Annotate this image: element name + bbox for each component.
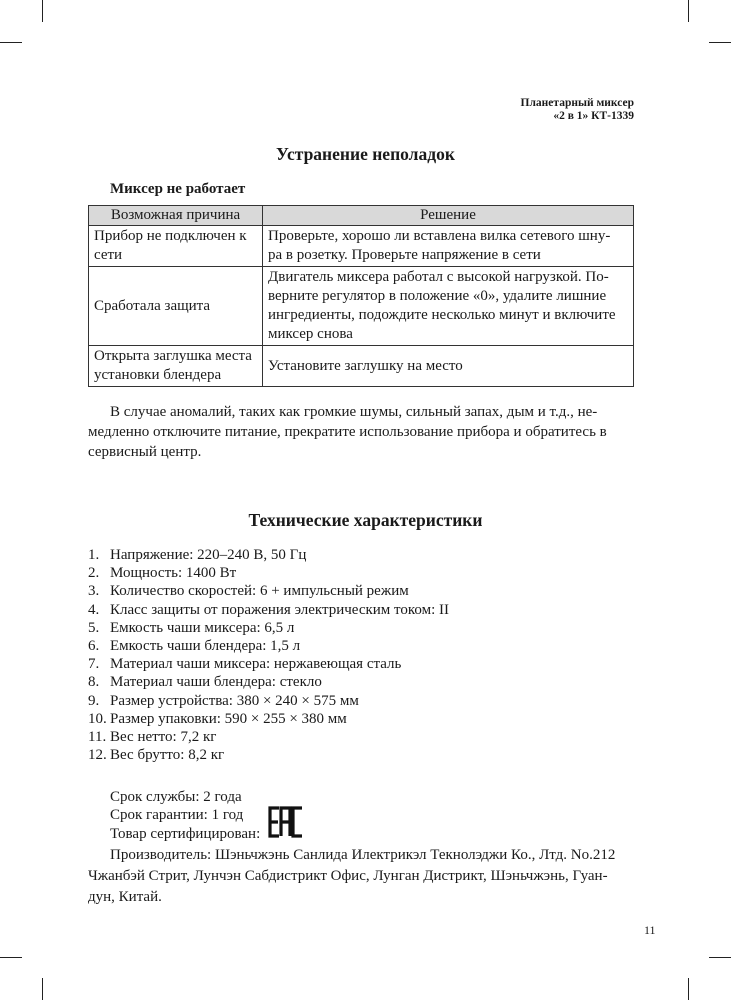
crop-mark xyxy=(0,957,22,958)
troubleshooting-subtitle: Миксер не работает xyxy=(110,181,246,197)
list-item xyxy=(88,546,449,564)
cause-cell xyxy=(89,346,263,387)
item-text: Материал чаши блендера: стекло xyxy=(110,674,322,691)
item-text: Класс защиты от поражения электрическим током: II xyxy=(110,601,450,618)
solution-line: верните регулятор в положение «0», удалите лишние xyxy=(268,288,607,304)
running-header xyxy=(521,97,634,123)
solution-cell xyxy=(263,267,634,346)
cause-cell xyxy=(89,226,263,267)
item-number: 10. xyxy=(88,710,107,727)
item-text: Размер устройства: 380 × 240 × 575 мм xyxy=(110,692,359,709)
solution-line: миксер снова xyxy=(268,326,353,342)
item-text: Емкость чаши миксера: 6,5 л xyxy=(110,619,295,636)
crop-mark xyxy=(688,978,689,1000)
service-life: Срок службы: 2 года xyxy=(110,789,242,805)
list-item xyxy=(88,582,449,600)
list-item xyxy=(88,673,449,691)
page-number: 11 xyxy=(644,923,656,937)
crop-mark xyxy=(42,0,43,22)
note-line: В случае аномалий, таких как громкие шумы, сильный запах, дым и т.д., не- xyxy=(110,404,598,420)
manufacturer-line: дун, Китай. xyxy=(88,889,162,905)
solution-line: Проверьте, хорошо ли вставлена вилка сетевого шну- xyxy=(268,228,611,244)
list-item xyxy=(88,601,449,619)
list-item xyxy=(88,692,449,710)
crop-mark xyxy=(42,978,43,1000)
cause-line: Открыта заглушка места xyxy=(94,348,252,364)
item-number: 9. xyxy=(88,692,100,709)
eac-certification-icon xyxy=(268,806,304,838)
solution-cell xyxy=(263,226,634,267)
item-number: 6. xyxy=(88,638,100,655)
item-number: 11. xyxy=(88,729,107,746)
solution-line: ингредиенты, подождите несколько минут и включите xyxy=(268,307,616,323)
item-text: Мощность: 1400 Вт xyxy=(110,565,237,582)
list-item xyxy=(88,710,449,728)
item-text: Емкость чаши блендера: 1,5 л xyxy=(110,638,301,655)
item-number: 5. xyxy=(88,619,100,636)
item-text: Вес нетто: 7,2 кг xyxy=(110,729,217,746)
solution-line: ра в розетку. Проверьте напряжение в сети xyxy=(268,247,541,263)
crop-mark xyxy=(709,957,731,958)
note-line: медленно отключите питание, прекратите использование прибора и обратитесь в xyxy=(88,424,607,440)
item-number: 2. xyxy=(88,565,100,582)
crop-mark xyxy=(688,0,689,22)
list-item xyxy=(88,728,449,746)
note-line: сервисный центр. xyxy=(88,444,202,460)
header-line-1: Планетарный миксер xyxy=(520,97,634,109)
solution-line: Двигатель миксера работал с высокой нагрузкой. По- xyxy=(268,269,609,285)
item-text: Количество скоростей: 6 + импульсный режим xyxy=(110,583,409,600)
list-item xyxy=(88,746,449,764)
item-text: Напряжение: 220–240 В, 50 Гц xyxy=(110,547,307,563)
crop-mark xyxy=(709,42,731,43)
manufacturer xyxy=(88,845,634,908)
troubleshooting-title: Устранение неполадок xyxy=(276,144,455,164)
item-number: 12. xyxy=(88,747,107,764)
table-header-row xyxy=(89,206,634,226)
cause-line: установки блендера xyxy=(94,367,222,383)
item-number: 7. xyxy=(88,656,100,673)
item-number: 3. xyxy=(88,583,100,600)
solution-cell xyxy=(263,346,634,387)
specs-title: Технические характеристики xyxy=(248,510,483,530)
column-header-solution: Решение xyxy=(263,206,634,226)
troubleshooting-table xyxy=(88,205,634,387)
cause-line: Прибор не подключен к xyxy=(94,228,247,244)
item-number: 4. xyxy=(88,601,100,618)
header-line-2: «2 в 1» КТ-1339 xyxy=(553,110,634,122)
table-row xyxy=(89,226,634,267)
list-item xyxy=(88,564,449,582)
item-text: Материал чаши миксера: нержавеющая сталь xyxy=(110,656,402,673)
column-header-cause: Возможная причина xyxy=(89,206,263,226)
cause-line: сети xyxy=(94,247,123,263)
item-number: 8. xyxy=(88,674,100,691)
manufacturer-line: Чжанбэй Стрит, Лунчэн Сабдистрикт Офис, Лунган Дистрикт, Шэньчжэнь, Гуан- xyxy=(88,868,608,884)
item-text: Вес брутто: 8,2 кг xyxy=(110,747,225,764)
item-number: 1. xyxy=(88,547,100,563)
cause-cell xyxy=(89,267,263,346)
list-item xyxy=(88,619,449,637)
certified-label: Товар сертифицирован: xyxy=(110,826,261,842)
cause-line: Сработала защита xyxy=(94,297,211,314)
specs-list xyxy=(88,546,449,764)
list-item xyxy=(88,655,449,673)
crop-mark xyxy=(0,42,22,43)
item-text: Размер упаковки: 590 × 255 × 380 мм xyxy=(110,710,347,727)
solution-line: Установите заглушку на место xyxy=(268,357,463,374)
anomaly-note xyxy=(88,402,634,462)
list-item xyxy=(88,637,449,655)
table-row xyxy=(89,346,634,387)
table-row xyxy=(89,267,634,346)
manufacturer-line: Производитель: Шэньчжэнь Санлида Илектрикэл Текнолэджи Ко., Лтд. No.212 xyxy=(110,847,616,863)
warranty: Срок гарантии: 1 год xyxy=(110,807,244,823)
